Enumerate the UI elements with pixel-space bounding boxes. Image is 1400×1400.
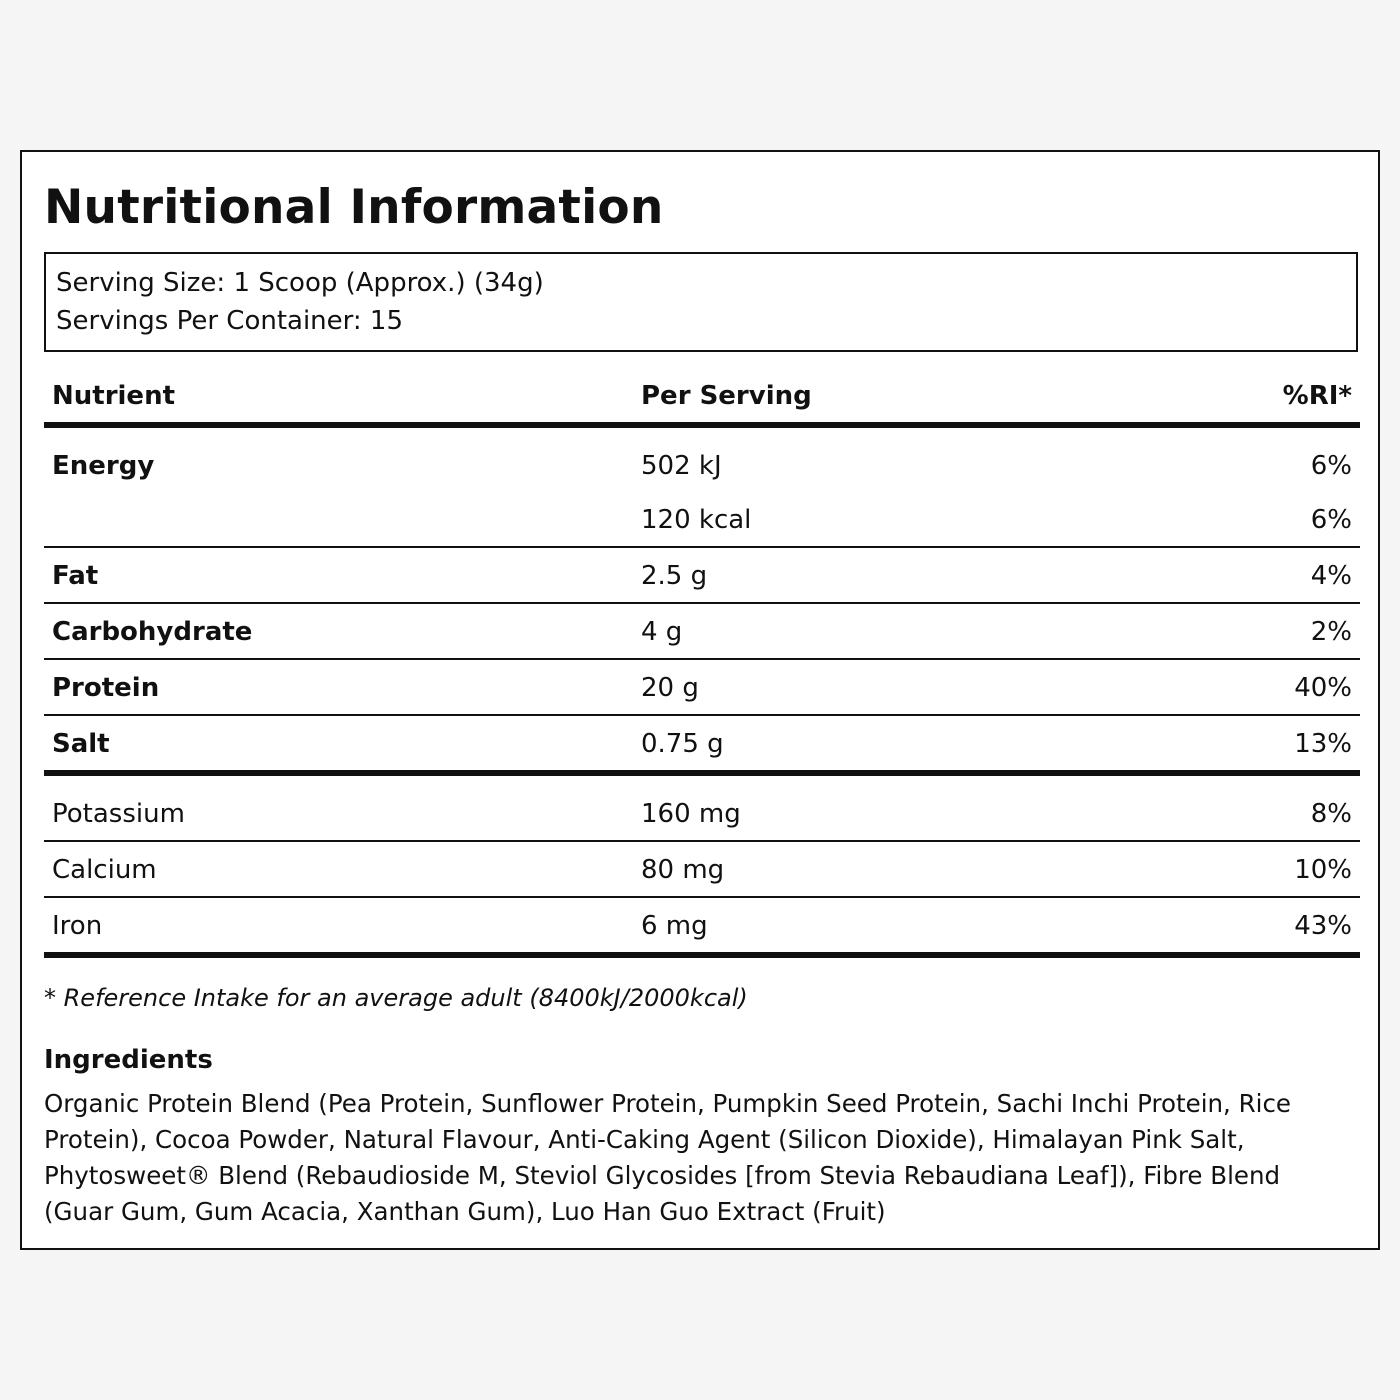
row-nutrient: Protein [52,673,160,703]
row-ri: 13% [1294,729,1352,759]
row-nutrient: Carbohydrate [52,617,253,647]
row-ri: 40% [1294,673,1352,703]
row-ri: 4% [1310,561,1352,591]
row-nutrient: Fat [52,561,99,591]
header-nutrient: Nutrient [52,381,176,411]
header-ri: %RI* [1282,381,1352,411]
table-header [44,376,1360,416]
row-nutrient: Energy [52,451,155,481]
row-amount: 502 kJ [641,451,722,481]
row-nutrient: Calcium [52,855,157,885]
table-row [44,612,1360,652]
row-ri: 2% [1310,617,1352,647]
table-row [44,906,1360,946]
row-ri: 6% [1310,451,1352,481]
table-row [44,668,1360,708]
row-ri: 6% [1310,505,1352,535]
row-divider [44,840,1360,842]
header-rule [44,422,1360,428]
ingredients-list: Organic Protein Blend (Pea Protein, Sunflower Protein, Pumpkin Seed Protein, Sachi Inchi Protein, Rice Protein), Cocoa Powder, Natural Flavour, Anti-Caking Agent (Silicon Dioxide), Himalayan Pink Salt, Phytosweet® Blend (Rebaudioside M, Steviol Glycosides [from Stevia Rebaudiana Leaf]), Fibre Blend (Guar Gum, Gum Acacia, Xanthan Gum), Luo Han Guo Extract (Fruit) [44,1089,1291,1226]
row-amount: 80 mg [641,855,725,885]
table-row [44,556,1360,596]
section-rule [44,770,1360,776]
row-divider [44,602,1360,604]
row-amount: 20 g [641,673,699,703]
reference-intake-footnote: * Reference Intake for an average adult (8400kJ/2000kcal) [44,984,748,1012]
row-nutrient: Salt [52,729,110,759]
ingredients-heading: Ingredients [44,1045,213,1075]
row-nutrient: Potassium [52,799,185,829]
servings-per-container: Servings Per Container: 15 [56,306,404,336]
row-amount: 2.5 g [641,561,708,591]
table-row [44,446,1360,486]
row-amount: 6 mg [641,911,708,941]
nutrition-label [20,150,1380,1250]
row-divider [44,658,1360,660]
serving-size: Serving Size: 1 Scoop (Approx.) (34g) [56,268,544,298]
row-amount: 120 kcal [641,505,752,535]
table-row [44,794,1360,834]
row-divider [44,714,1360,716]
row-amount: 0.75 g [641,729,724,759]
row-amount: 4 g [641,617,683,647]
row-ri: 8% [1310,799,1352,829]
row-divider [44,896,1360,898]
table-row [44,850,1360,890]
label-title: Nutritional Information [44,180,664,235]
row-ri: 43% [1294,911,1352,941]
row-nutrient: Iron [52,911,103,941]
row-amount: 160 mg [641,799,741,829]
header-per-serving: Per Serving [641,381,812,411]
serving-info-box [44,252,1358,352]
table-row [44,500,1360,540]
row-ri: 10% [1294,855,1352,885]
table-row [44,724,1360,764]
row-divider [44,546,1360,548]
table-bottom-rule [44,952,1360,958]
